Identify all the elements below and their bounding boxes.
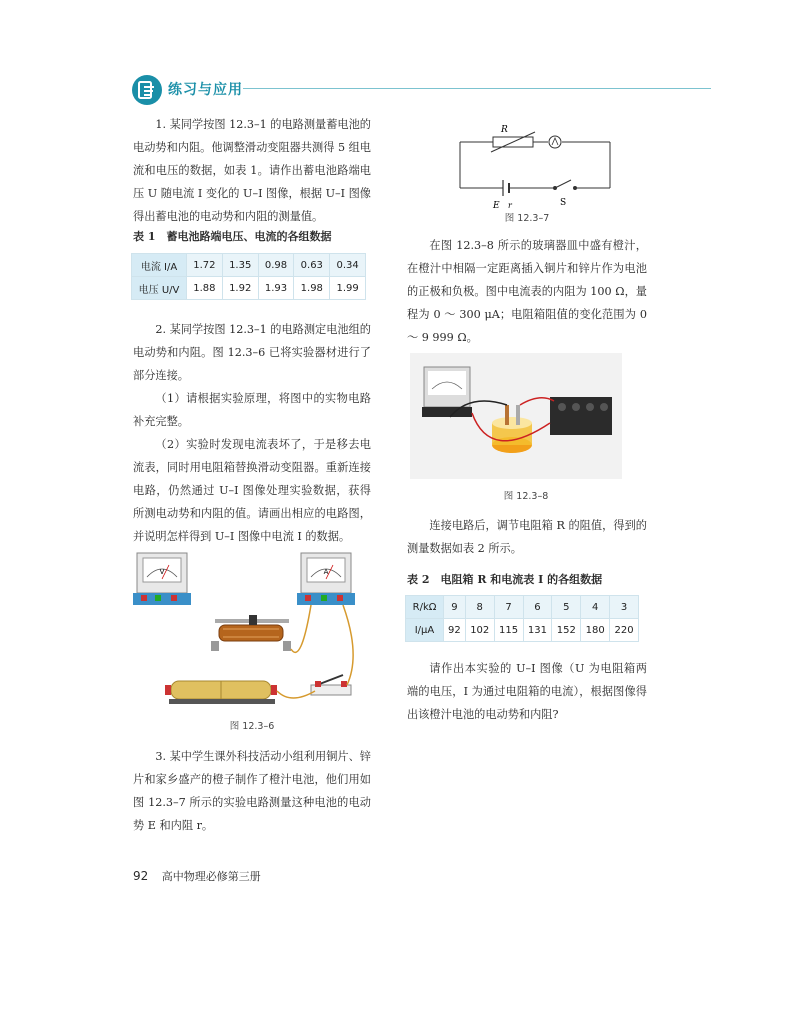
ammeter-illustration [297, 553, 355, 605]
table-row [406, 619, 639, 642]
label-e: E [493, 201, 500, 211]
table-cell: 3 [610, 596, 639, 619]
table-2 [405, 595, 639, 642]
table-cell: 1.99 [330, 277, 366, 300]
table-cell: 6 [523, 596, 552, 619]
table-cell: 1.92 [222, 277, 258, 300]
table-cell: 1.93 [258, 277, 294, 300]
right-paragraph-1 [407, 234, 647, 349]
table-1 [131, 253, 366, 300]
problem-3 [133, 745, 371, 837]
table-cell: 102 [465, 619, 494, 642]
problem-2 [133, 318, 371, 548]
table-cell: 1.35 [222, 254, 258, 277]
final-question: 请作出本实验的 U–I 图像（U 为电阻箱两端的电压，I 为通过电阻箱的电流），根据图像得出该橙汁电池的电动势和内阻? [407, 662, 647, 721]
ammeter-label: A [323, 568, 329, 576]
table-cell: 115 [494, 619, 523, 642]
right-paragraph-2 [407, 514, 647, 560]
table-cell: 220 [610, 619, 639, 642]
measurement-intro: 连接电路后，调节电阻箱 R 的阻值，得到的测量数据如表 2 所示。 [407, 519, 647, 555]
table-cell: 1.72 [187, 254, 223, 277]
table-row [132, 254, 366, 277]
table-cell: 152 [552, 619, 581, 642]
table-cell: 4 [581, 596, 610, 619]
problem-2-sub-1: （1）请根据实验原理，将图中的实物电路补充完整。 [133, 392, 371, 428]
switch-illustration [311, 675, 351, 695]
section-title: 练习与应用 [168, 82, 243, 98]
table-cell: 电流 I/A [132, 254, 187, 277]
voltmeter-illustration [133, 553, 191, 605]
table-cell: 0.34 [330, 254, 366, 277]
page-number: 92 [133, 869, 149, 883]
problem-3-text: 3. 某中学生课外科技活动小组利用铜片、锌片和家乡盛产的橙子制作了橙汁电池，他们用如图 12.3–7 所示的实验电路测量这种电池的电动势 E 和内阻 r。 [133, 750, 371, 832]
label-r-resistor: R [501, 125, 508, 135]
connecting-wire [343, 605, 353, 685]
table-cell: 7 [494, 596, 523, 619]
connecting-wire [291, 605, 311, 652]
battery-pack-illustration [165, 681, 277, 704]
table-cell: R/kΩ [406, 596, 444, 619]
table-cell: 0.98 [258, 254, 294, 277]
table-cell: 0.63 [294, 254, 330, 277]
table-cell: 8 [465, 596, 494, 619]
figure-12-3-7 [455, 120, 615, 212]
table-cell: 92 [444, 619, 466, 642]
problem-1-text: 1. 某同学按图 12.3–1 的电路测量蓄电池的电动势和内阻。他调整滑动变阻器共测得 5 组电流和电压的数据，如表 1。请作出蓄电池路端电压 U 随电流 I 变化的 U–I 图像，根据 U–I 图像得出蓄电池的电动势和内阻的测量值。 [133, 118, 371, 223]
table-cell: 131 [523, 619, 552, 642]
problem-1 [133, 113, 371, 228]
table-row [406, 596, 639, 619]
book-title: 高中物理必修第三册 [161, 870, 261, 883]
section-header [131, 74, 711, 106]
practice-icon [131, 74, 163, 106]
right-paragraph-3 [407, 657, 647, 726]
problem-2-text: 2. 某同学按图 12.3–1 的电路测定电池组的电动势和内阻。图 12.3–6 已将实验器材进行了部分连接。 [133, 323, 371, 382]
figure-12-3-7-caption: 图 12.3–7 [504, 213, 550, 224]
connecting-wire [277, 691, 315, 698]
table-row [132, 277, 366, 300]
table-cell: 电压 U/V [132, 277, 187, 300]
figure-12-3-6 [131, 545, 371, 715]
label-r-internal: r [508, 201, 512, 210]
orange-battery-description: 在图 12.3–8 所示的玻璃器皿中盛有橙汁，在橙汁中相隔一定距离插入铜片和锌片作为电池的正极和负极。图中电流表的内阻为 100 Ω，量程为 0 ～ 300 μA；电阻箱阻值的变化范围为 0 ～ 9 999 Ω。 [407, 239, 647, 344]
figure-12-3-6-caption: 图 12.3–6 [229, 721, 275, 732]
orange-battery-photo-illustration [410, 353, 622, 479]
figure-12-3-8-photo [410, 353, 622, 479]
figure-12-3-8-caption: 图 12.3–8 [503, 491, 549, 502]
table-cell: 1.98 [294, 277, 330, 300]
voltmeter-label: V [159, 568, 165, 576]
label-s: S [560, 198, 567, 208]
header-divider [243, 88, 711, 89]
table-cell: 180 [581, 619, 610, 642]
table-1-title: 表 1 蓄电池路端电压、电流的各组数据 [133, 230, 332, 243]
table-cell: 1.88 [187, 277, 223, 300]
table-cell: 5 [552, 596, 581, 619]
page-footer [133, 868, 261, 884]
problem-2-sub-2: （2）实验时发现电流表坏了，于是移去电流表，同时用电阻箱替换滑动变阻器。重新连接电路，仍然通过 U–I 图像处理实验数据，获得所测电动势和内阻的值。请画出相应的电路图，并说明怎样得到 U–I 图像中电流 I 的数据。 [133, 438, 371, 543]
table-cell: I/μA [406, 619, 444, 642]
table-2-title: 表 2 电阻箱 R 和电流表 I 的各组数据 [407, 573, 603, 586]
rheostat-illustration [211, 615, 291, 651]
table-cell: 9 [444, 596, 466, 619]
